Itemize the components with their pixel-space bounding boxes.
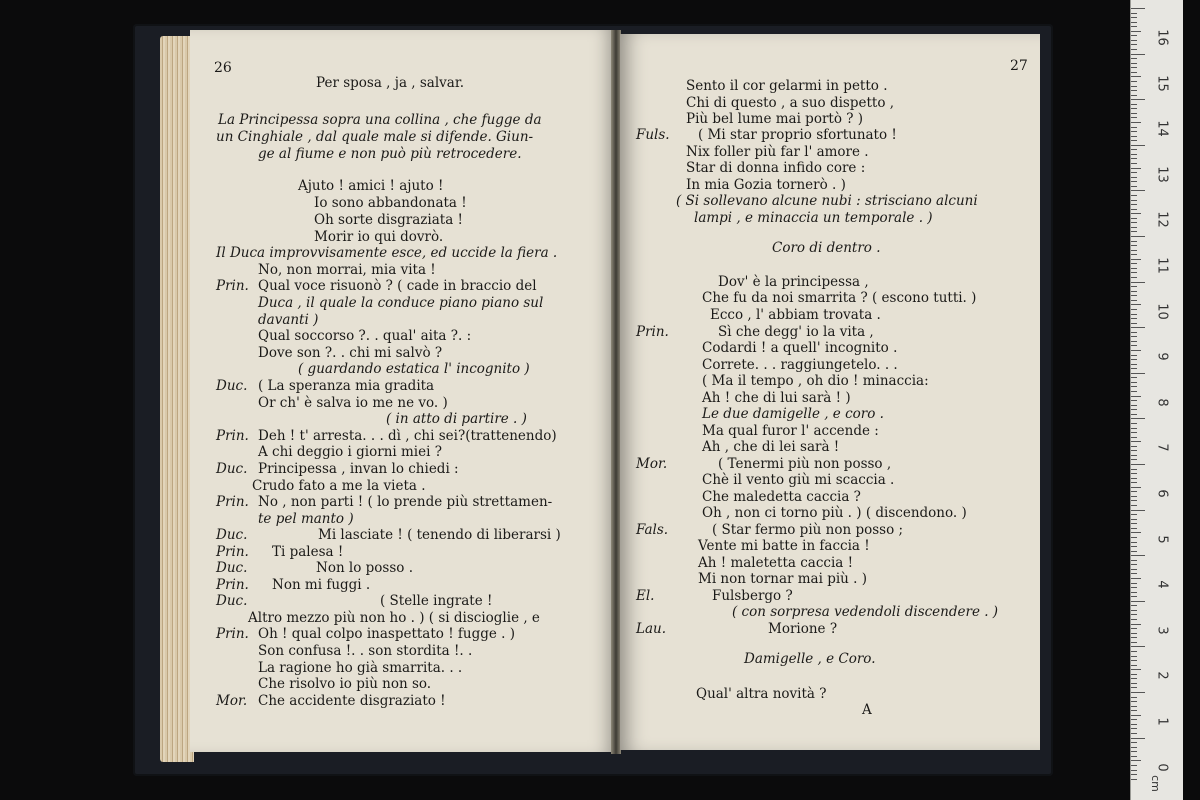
text-line: Io sono abbandonata ! bbox=[314, 195, 467, 211]
ruler-tick bbox=[1131, 610, 1137, 611]
ruler-tick bbox=[1131, 76, 1141, 77]
ruler-tick bbox=[1131, 204, 1137, 205]
ruler-tick bbox=[1131, 660, 1137, 661]
ruler-tick bbox=[1131, 656, 1137, 657]
text-line: Qual soccorso ?. . qual' aita ?. : bbox=[258, 328, 472, 344]
ruler-tick bbox=[1131, 596, 1137, 597]
ruler-tick bbox=[1131, 250, 1137, 251]
text-line: In mia Gozia tornerò . ) bbox=[686, 177, 846, 193]
ruler-tick bbox=[1131, 177, 1137, 178]
ruler-tick bbox=[1131, 469, 1137, 470]
ruler-tick bbox=[1131, 309, 1137, 310]
text-line: Ecco , l' abbiam trovata . bbox=[710, 307, 881, 323]
ruler-tick bbox=[1131, 300, 1137, 301]
ruler-tick bbox=[1131, 432, 1137, 433]
ruler-tick bbox=[1131, 715, 1141, 716]
ruler-tick bbox=[1131, 254, 1137, 255]
left-page bbox=[190, 30, 613, 752]
text-line: ( Star fermo più non posso ; bbox=[712, 522, 904, 538]
ruler-tick bbox=[1131, 95, 1137, 96]
ruler-tick bbox=[1131, 669, 1141, 670]
ruler-tick bbox=[1131, 368, 1137, 369]
ruler-tick bbox=[1131, 546, 1137, 547]
text-line: La Principessa sopra una collina , che fugge da bbox=[218, 112, 542, 128]
ruler-tick bbox=[1131, 218, 1137, 219]
speaker-label: Mor. bbox=[636, 456, 668, 472]
text-line: Che accidente disgraziato ! bbox=[258, 693, 446, 709]
ruler-tick bbox=[1131, 154, 1137, 155]
text-line: Duca , il quale la conduce piano piano sul bbox=[258, 295, 544, 311]
text-line: Più bel lume mai portò ? ) bbox=[686, 111, 864, 127]
text-line: Damigelle , e Coro. bbox=[744, 651, 876, 667]
ruler-tick bbox=[1131, 464, 1145, 465]
ruler-tick bbox=[1131, 428, 1137, 429]
ruler-tick bbox=[1131, 54, 1145, 55]
ruler-tick bbox=[1131, 532, 1141, 533]
ruler-tick bbox=[1131, 710, 1137, 711]
ruler-tick bbox=[1131, 373, 1145, 374]
ruler-tick bbox=[1131, 665, 1137, 666]
speaker-label: Duc. bbox=[216, 593, 248, 609]
text-line: Principessa , invan lo chiedi : bbox=[258, 461, 459, 477]
ruler-tick bbox=[1131, 396, 1141, 397]
ruler-tick bbox=[1131, 99, 1145, 100]
speaker-label: Duc. bbox=[216, 560, 248, 576]
text-line: Chi di questo , a suo dispetto , bbox=[686, 95, 895, 111]
ruler-tick bbox=[1131, 505, 1137, 506]
speaker-label: Fuls. bbox=[636, 127, 670, 143]
ruler-tick bbox=[1131, 459, 1137, 460]
text-line: Deh ! t' arresta. . . dì , chi sei?(trattenendo) bbox=[258, 428, 557, 444]
text-line: Ah ! che di lui sarà ! ) bbox=[702, 390, 851, 406]
text-line: Per sposa , ja , salvar. bbox=[316, 75, 465, 91]
ruler-tick bbox=[1131, 418, 1145, 419]
ruler-tick bbox=[1131, 409, 1137, 410]
ruler-number: 5 bbox=[1154, 534, 1170, 544]
ruler-tick bbox=[1131, 770, 1137, 771]
ruler-tick bbox=[1131, 40, 1137, 41]
ruler-tick bbox=[1131, 8, 1145, 9]
ruler-tick bbox=[1131, 391, 1137, 392]
text-line: Che fu da noi smarrita ? ( escono tutti. ) bbox=[702, 290, 977, 306]
ruler-tick bbox=[1131, 222, 1137, 223]
ruler-tick bbox=[1131, 624, 1141, 625]
text-line: No, non morrai, mia vita ! bbox=[258, 262, 436, 278]
ruler-tick bbox=[1131, 619, 1137, 620]
ruler-tick bbox=[1131, 564, 1137, 565]
page-number-right: 27 bbox=[1010, 58, 1028, 74]
ruler-tick bbox=[1131, 692, 1145, 693]
ruler-tick bbox=[1131, 236, 1145, 237]
ruler-tick bbox=[1131, 163, 1137, 164]
ruler-tick bbox=[1131, 756, 1137, 757]
ruler-tick bbox=[1131, 455, 1137, 456]
ruler-number: 7 bbox=[1154, 443, 1170, 453]
ruler-tick bbox=[1131, 145, 1145, 146]
speaker-label: Prin. bbox=[216, 544, 249, 560]
speaker-label: Prin. bbox=[216, 577, 249, 593]
ruler-number: 6 bbox=[1154, 489, 1170, 498]
ruler-tick bbox=[1131, 81, 1137, 82]
ruler-tick bbox=[1131, 441, 1141, 442]
ruler-tick bbox=[1131, 190, 1145, 191]
ruler-tick bbox=[1131, 605, 1137, 606]
ruler-tick bbox=[1131, 719, 1137, 720]
ruler-tick bbox=[1131, 747, 1137, 748]
ruler-tick bbox=[1131, 327, 1145, 328]
ruler-tick bbox=[1131, 637, 1137, 638]
text-line: A bbox=[862, 702, 872, 718]
text-line: Qual voce risuonò ? ( cade in braccio del bbox=[258, 278, 537, 294]
ruler-tick bbox=[1131, 674, 1137, 675]
ruler-tick bbox=[1131, 405, 1137, 406]
ruler-tick bbox=[1131, 450, 1137, 451]
ruler-tick bbox=[1131, 487, 1141, 488]
text-line: Star di donna infido core : bbox=[686, 160, 866, 176]
text-line: A chi deggio i giorni miei ? bbox=[258, 444, 442, 460]
text-line: Oh sorte disgraziata ! bbox=[314, 212, 463, 228]
ruler-tick bbox=[1131, 158, 1137, 159]
text-line: Crudo fato a me la vieta . bbox=[252, 478, 426, 494]
ruler-tick bbox=[1131, 628, 1137, 629]
ruler-tick bbox=[1131, 437, 1137, 438]
text-line: ( Stelle ingrate ! bbox=[380, 593, 493, 609]
ruler-tick bbox=[1131, 478, 1137, 479]
ruler-tick bbox=[1131, 359, 1137, 360]
ruler-tick bbox=[1131, 724, 1137, 725]
ruler-tick bbox=[1131, 423, 1137, 424]
ruler-tick bbox=[1131, 104, 1137, 105]
ruler-tick bbox=[1131, 555, 1145, 556]
speaker-label: Lau. bbox=[636, 621, 666, 637]
ruler-tick bbox=[1131, 706, 1137, 707]
text-line: Son confusa !. . son stordita !. . bbox=[258, 643, 473, 659]
text-line: ( La speranza mia gradita bbox=[258, 378, 435, 394]
text-line: ( Ma il tempo , oh dio ! minaccia: bbox=[702, 373, 929, 389]
ruler-tick bbox=[1131, 601, 1145, 602]
ruler-tick bbox=[1131, 241, 1137, 242]
ruler-tick bbox=[1131, 231, 1137, 232]
text-line: un Cinghiale , dal quale male si difende. Giun- bbox=[216, 129, 534, 145]
ruler-tick bbox=[1131, 181, 1137, 182]
ruler-tick bbox=[1131, 779, 1137, 780]
ruler-tick bbox=[1131, 587, 1137, 588]
ruler-tick bbox=[1131, 400, 1137, 401]
ruler-tick bbox=[1131, 633, 1137, 634]
ruler-tick bbox=[1131, 701, 1137, 702]
ruler-tick bbox=[1131, 738, 1145, 739]
speaker-label: Prin. bbox=[216, 626, 249, 642]
text-line: Che maledetta caccia ? bbox=[702, 489, 861, 505]
ruler-tick bbox=[1131, 482, 1137, 483]
text-line: Oh ! qual colpo inaspettato ! fugge . ) bbox=[258, 626, 516, 642]
ruler-number: 4 bbox=[1154, 580, 1170, 589]
ruler-tick bbox=[1131, 213, 1141, 214]
ruler-tick bbox=[1131, 336, 1137, 337]
ruler-tick bbox=[1131, 86, 1137, 87]
ruler-tick bbox=[1131, 355, 1137, 356]
ruler-tick bbox=[1131, 651, 1137, 652]
text-line: Non lo posso . bbox=[316, 560, 413, 576]
ruler-tick bbox=[1131, 117, 1137, 118]
ruler-tick bbox=[1131, 514, 1137, 515]
text-line: Dov' è la principessa , bbox=[718, 274, 869, 290]
text-line: La ragione ho già smarrita. . . bbox=[258, 660, 463, 676]
text-line: Fulsbergo ? bbox=[712, 588, 793, 604]
text-line: ( guardando estatica l' incognito ) bbox=[298, 361, 530, 377]
ruler-tick bbox=[1131, 136, 1137, 137]
ruler-tick bbox=[1131, 760, 1141, 761]
ruler-number: 10 bbox=[1154, 302, 1170, 320]
text-line: Correte. . . raggiungetelo. . . bbox=[702, 357, 898, 373]
ruler-tick bbox=[1131, 510, 1145, 511]
ruler-tick bbox=[1131, 496, 1137, 497]
ruler-number: 12 bbox=[1154, 211, 1170, 229]
speaker-label: Mor. bbox=[216, 693, 248, 709]
ruler-number: 1 bbox=[1154, 717, 1170, 726]
ruler-tick bbox=[1131, 90, 1137, 91]
ruler-tick bbox=[1131, 683, 1137, 684]
text-line: Morir io qui dovrò. bbox=[314, 229, 444, 245]
ruler-tick bbox=[1131, 573, 1137, 574]
text-line: Mi non tornar mai più . ) bbox=[698, 571, 867, 587]
ruler-tick bbox=[1131, 751, 1137, 752]
measuring-ruler bbox=[1130, 0, 1183, 800]
text-line: ( Tenermi più non posso , bbox=[718, 456, 892, 472]
ruler-number: 2 bbox=[1154, 671, 1170, 681]
ruler-tick bbox=[1131, 304, 1141, 305]
text-line: Dove son ?. . chi mi salvò ? bbox=[258, 345, 443, 361]
ruler-tick bbox=[1131, 291, 1137, 292]
ruler-tick bbox=[1131, 473, 1137, 474]
ruler-tick bbox=[1131, 172, 1137, 173]
ruler-tick bbox=[1131, 13, 1137, 14]
ruler-tick bbox=[1131, 26, 1137, 27]
text-line: No , non parti ! ( lo prende più strettamen- bbox=[258, 494, 553, 510]
ruler-tick bbox=[1131, 678, 1137, 679]
ruler-number: 13 bbox=[1154, 166, 1170, 183]
ruler-tick bbox=[1131, 728, 1137, 729]
ruler-tick bbox=[1131, 332, 1137, 333]
ruler-tick bbox=[1131, 277, 1137, 278]
text-line: te pel manto ) bbox=[258, 511, 354, 527]
speaker-label: Duc. bbox=[216, 527, 248, 543]
text-line: Sì che degg' io la vita , bbox=[718, 324, 874, 340]
ruler-tick bbox=[1131, 583, 1137, 584]
ruler-tick bbox=[1131, 63, 1137, 64]
ruler-tick bbox=[1131, 209, 1137, 210]
ruler-tick bbox=[1131, 646, 1145, 647]
ruler-tick bbox=[1131, 377, 1137, 378]
ruler-tick bbox=[1131, 542, 1137, 543]
ruler-number: 3 bbox=[1154, 626, 1170, 635]
speaker-label: Prin. bbox=[636, 324, 669, 340]
ruler-tick bbox=[1131, 614, 1137, 615]
page-edges bbox=[160, 36, 194, 762]
ruler-tick bbox=[1131, 519, 1137, 520]
text-line: ( in atto di partire . ) bbox=[386, 411, 527, 427]
text-line: Oh , non ci torno più . ) ( discendono. ) bbox=[702, 505, 967, 521]
ruler-tick bbox=[1131, 345, 1137, 346]
ruler-tick bbox=[1131, 382, 1137, 383]
ruler-tick bbox=[1131, 108, 1137, 109]
ruler-tick bbox=[1131, 149, 1137, 150]
text-line: Nix foller più far l' amore . bbox=[686, 144, 869, 160]
ruler-tick bbox=[1131, 168, 1141, 169]
ruler-tick bbox=[1131, 186, 1137, 187]
speaker-label: Duc. bbox=[216, 461, 248, 477]
ruler-tick bbox=[1131, 17, 1137, 18]
text-line: Mi lasciate ! ( tenendo di liberarsi ) bbox=[318, 527, 561, 543]
ruler-tick bbox=[1131, 341, 1137, 342]
ruler-number: 14 bbox=[1154, 120, 1170, 137]
text-line: Ti palesa ! bbox=[272, 544, 344, 560]
text-line: ge al fiume e non può più retrocedere. bbox=[258, 146, 522, 162]
ruler-tick bbox=[1131, 560, 1137, 561]
text-line: Ah , che di lei sarà ! bbox=[702, 439, 840, 455]
ruler-tick bbox=[1131, 592, 1137, 593]
text-line: ( Si sollevano alcune nubi : strisciano alcuni bbox=[676, 193, 978, 209]
ruler-tick bbox=[1131, 67, 1137, 68]
text-line: Chè il vento giù mi scaccia . bbox=[702, 472, 895, 488]
ruler-tick bbox=[1131, 31, 1141, 32]
ruler-number: 0 bbox=[1154, 762, 1170, 772]
ruler-tick bbox=[1131, 528, 1137, 529]
text-line: Ah ! maletetta caccia ! bbox=[698, 555, 854, 571]
ruler-tick bbox=[1131, 200, 1137, 201]
ruler-tick bbox=[1131, 742, 1137, 743]
ruler-tick bbox=[1131, 286, 1137, 287]
ruler-number: 11 bbox=[1154, 257, 1170, 274]
ruler-tick bbox=[1131, 295, 1137, 296]
ruler-tick bbox=[1131, 314, 1137, 315]
text-line: Il Duca improvvisamente esce, ed uccide la fiera . bbox=[216, 245, 558, 261]
ruler-tick bbox=[1131, 263, 1137, 264]
ruler-tick bbox=[1131, 350, 1141, 351]
ruler-tick bbox=[1131, 282, 1145, 283]
ruler-tick bbox=[1131, 131, 1137, 132]
ruler-tick bbox=[1131, 414, 1137, 415]
ruler-tick bbox=[1131, 491, 1137, 492]
text-line: Non mi fuggi . bbox=[272, 577, 371, 593]
ruler-tick bbox=[1131, 268, 1137, 269]
ruler-tick bbox=[1131, 22, 1137, 23]
ruler-number: 16 bbox=[1154, 29, 1170, 46]
speaker-label: Prin. bbox=[216, 494, 249, 510]
text-line: davanti ) bbox=[258, 312, 319, 328]
text-line: Altro mezzo più non ho . ) ( si discioglie , e bbox=[248, 610, 540, 626]
text-line: Sento il cor gelarmi in petto . bbox=[686, 78, 888, 94]
ruler-tick bbox=[1131, 364, 1137, 365]
speaker-label: Duc. bbox=[216, 378, 248, 394]
text-line: Ma qual furor l' accende : bbox=[702, 423, 879, 439]
ruler-tick bbox=[1131, 323, 1137, 324]
ruler-tick bbox=[1131, 765, 1137, 766]
ruler-tick bbox=[1131, 642, 1137, 643]
ruler-tick bbox=[1131, 259, 1141, 260]
ruler-tick bbox=[1131, 697, 1137, 698]
text-line: Qual' altra novità ? bbox=[696, 686, 827, 702]
text-line: ( con sorpresa vedendoli discendere . ) bbox=[732, 604, 999, 620]
text-line: Or ch' è salva io me ne vo. ) bbox=[258, 395, 448, 411]
ruler-tick bbox=[1131, 140, 1137, 141]
ruler-number: 15 bbox=[1154, 74, 1170, 92]
ruler-tick bbox=[1131, 578, 1141, 579]
ruler-tick bbox=[1131, 569, 1137, 570]
ruler-tick bbox=[1131, 523, 1137, 524]
ruler-tick bbox=[1131, 113, 1137, 114]
ruler-tick bbox=[1131, 122, 1141, 123]
speaker-label: Prin. bbox=[216, 278, 249, 294]
text-line: Codardi ! a quell' incognito . bbox=[702, 340, 898, 356]
text-line: Che risolvo io più non so. bbox=[258, 676, 432, 692]
ruler-tick bbox=[1131, 35, 1137, 36]
ruler-tick bbox=[1131, 551, 1137, 552]
text-line: Morione ? bbox=[768, 621, 838, 637]
text-line: lampi , e minaccia un temporale . ) bbox=[694, 210, 933, 226]
ruler-tick bbox=[1131, 500, 1137, 501]
text-line: Coro di dentro . bbox=[772, 240, 881, 256]
ruler-tick bbox=[1131, 195, 1137, 196]
text-line: ( Mi star proprio sfortunato ! bbox=[698, 127, 897, 143]
ruler-tick bbox=[1131, 72, 1137, 73]
ruler-tick bbox=[1131, 245, 1137, 246]
ruler-tick bbox=[1131, 733, 1137, 734]
ruler-tick bbox=[1131, 227, 1137, 228]
ruler-tick bbox=[1131, 127, 1137, 128]
ruler-unit: cm bbox=[1148, 775, 1162, 792]
ruler-tick bbox=[1131, 446, 1137, 447]
right-page bbox=[620, 34, 1040, 750]
ruler-tick bbox=[1131, 774, 1137, 775]
ruler-number: 8 bbox=[1154, 398, 1170, 407]
speaker-label: El. bbox=[636, 588, 655, 604]
ruler-tick bbox=[1131, 537, 1137, 538]
ruler-tick bbox=[1131, 58, 1137, 59]
ruler-tick bbox=[1131, 44, 1137, 45]
text-line: Vente mi batte in faccia ! bbox=[698, 538, 870, 554]
page-number-left: 26 bbox=[214, 60, 232, 76]
ruler-number: 9 bbox=[1154, 352, 1170, 361]
ruler-tick bbox=[1131, 318, 1137, 319]
ruler-tick bbox=[1131, 49, 1137, 50]
ruler-tick bbox=[1131, 687, 1137, 688]
speaker-label: Fals. bbox=[636, 522, 669, 538]
ruler-tick bbox=[1131, 272, 1137, 273]
text-line: Ajuto ! amici ! ajuto ! bbox=[298, 178, 444, 194]
ruler-tick bbox=[1131, 386, 1137, 387]
speaker-label: Prin. bbox=[216, 428, 249, 444]
text-line: Le due damigelle , e coro . bbox=[702, 406, 884, 422]
